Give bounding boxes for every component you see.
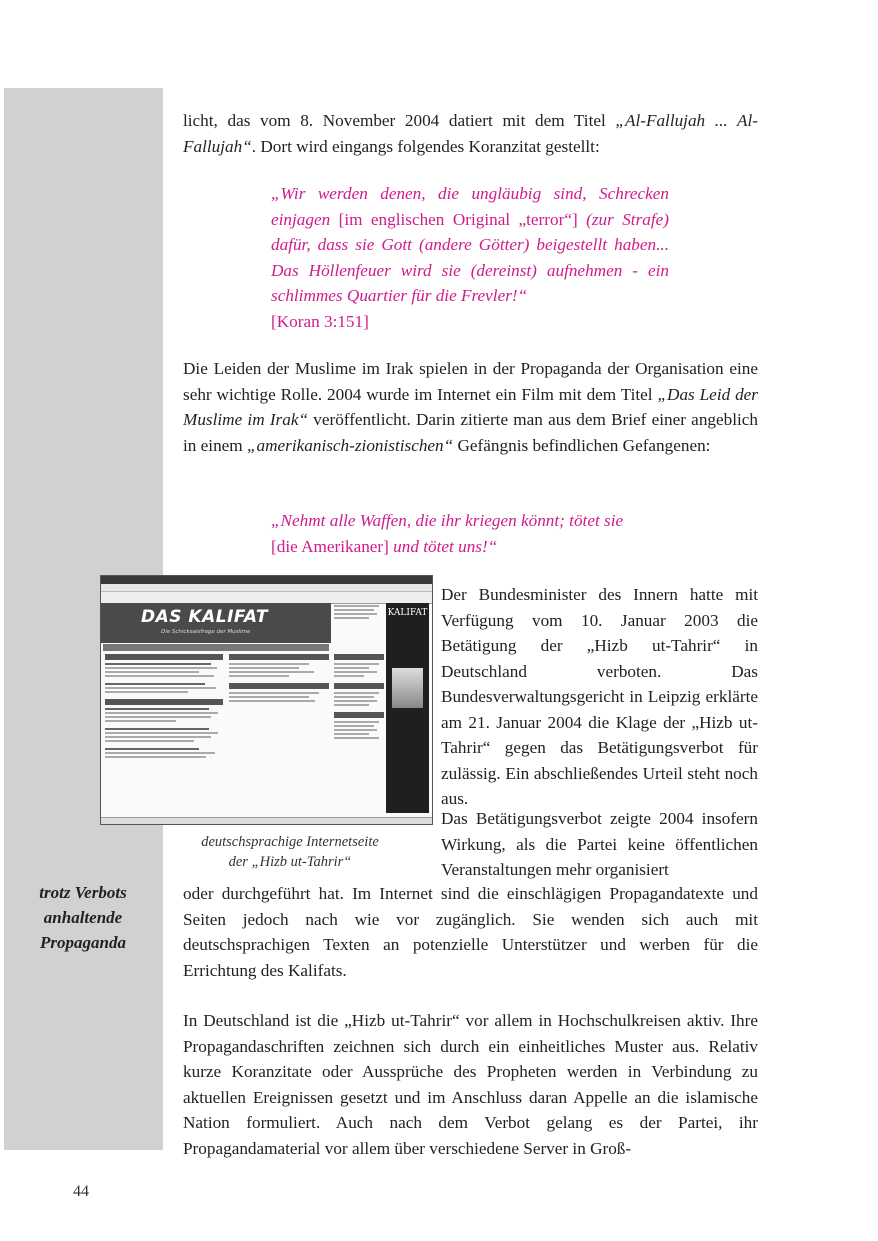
paragraph-4-start: Das Betätigungsverbot zeigte 2004 insofern Wirkung, als die Partei keine öffentlichen Veranstaltungen mehr organisiert bbox=[441, 809, 758, 879]
paragraph-4-end: oder durchgeführt hat. Im Internet sind die einschlägigen Propagandatexte und Seiten jedoch nach wie vor zugänglich. Sie wenden sich auch mit deutschsprachigen Texten an potenzielle Unterstützer und werben für die Errichtung des Kalifats. bbox=[183, 884, 758, 980]
paragraph-2: Die Leiden der Muslime im Irak spielen in der Propaganda der Organisation eine sehr wichtige Rolle. 2004 wurde im Internet ein Film mit dem Titel „Das Leid der Muslime im Irak“ veröffentlicht. Darin zitierte man aus dem Brief einer angeblich in einem „amerikanisch-zionistischen“ Gefängnis befindlichen Gefangenen: bbox=[183, 359, 758, 455]
screenshot-banner bbox=[101, 603, 331, 643]
image-caption: deutschsprachige Internetseite der „Hizb ut-Tahrir“ bbox=[201, 834, 379, 870]
flag-image bbox=[392, 668, 423, 708]
quote-koran: „Wir werden denen, die ungläubig sind, Schrecken einjagen [im englischen Original „terror“] (zur Strafe) dafür, dass sie Gott (andere Götter) beigestellt haben... Das Höllenfeuer wird sie (dereinst) aufnehmen - ein schlimmes Quartier für die Frevler!“ [Koran 3:151] bbox=[271, 184, 669, 331]
screenshot-ad-title: KALIFAT bbox=[387, 608, 428, 618]
screenshot-banner-title: DAS KALIFAT bbox=[141, 607, 268, 627]
margin-note: trotz Verbots anhaltende Propaganda bbox=[39, 883, 127, 952]
quote-letter: „Nehmt alle Waffen, die ihr kriegen könnt; tötet sie [die Amerikaner] und tötet uns!“ bbox=[271, 511, 624, 556]
paragraph-5: In Deutschland ist die „Hizb ut-Tahrir“ vor allem in Hochschulkreisen aktiv. Ihre Propagandaschriften zeichnen sich durch ein einheitliches Muster aus. Relativ kurze Koranzitate oder Aussprüche des Propheten werden in Verbindung zu aktuellen Ereignissen gesetzt und im Anschluss daran Appelle an die islamische Nation formuliert. Auch nach dem Verbot gelang es der Partei, ihr Propagandamaterial vor allem über verschiedene Server in Groß- bbox=[183, 1011, 758, 1158]
website-screenshot bbox=[100, 575, 433, 825]
page-number: 44 bbox=[73, 1183, 89, 1200]
screenshot-banner-subtitle: Die Schicksalsfrage der Muslime bbox=[161, 629, 251, 635]
paragraph-1: licht, das vom 8. November 2004 datiert mit dem Titel „Al-Fallujah ... Al-Fallujah“. Dort wird eingangs folgendes Koranzitat gestellt: bbox=[183, 111, 758, 156]
paragraph-3: Der Bundesminister des Innern hatte mit Verfügung vom 10. Januar 2003 die Betätigung der „Hizb ut-Tahrir“ in Deutschland verboten. Das Bundesverwaltungsgericht in Leipzig erklärte am 21. Januar 2004 die Klage der „Hizb ut-Tahrir“ gegen das Betätigungsverbot für zulässig. Ein abschließendes Urteil steht noch aus. bbox=[441, 585, 758, 808]
screenshot-ad bbox=[386, 603, 429, 813]
